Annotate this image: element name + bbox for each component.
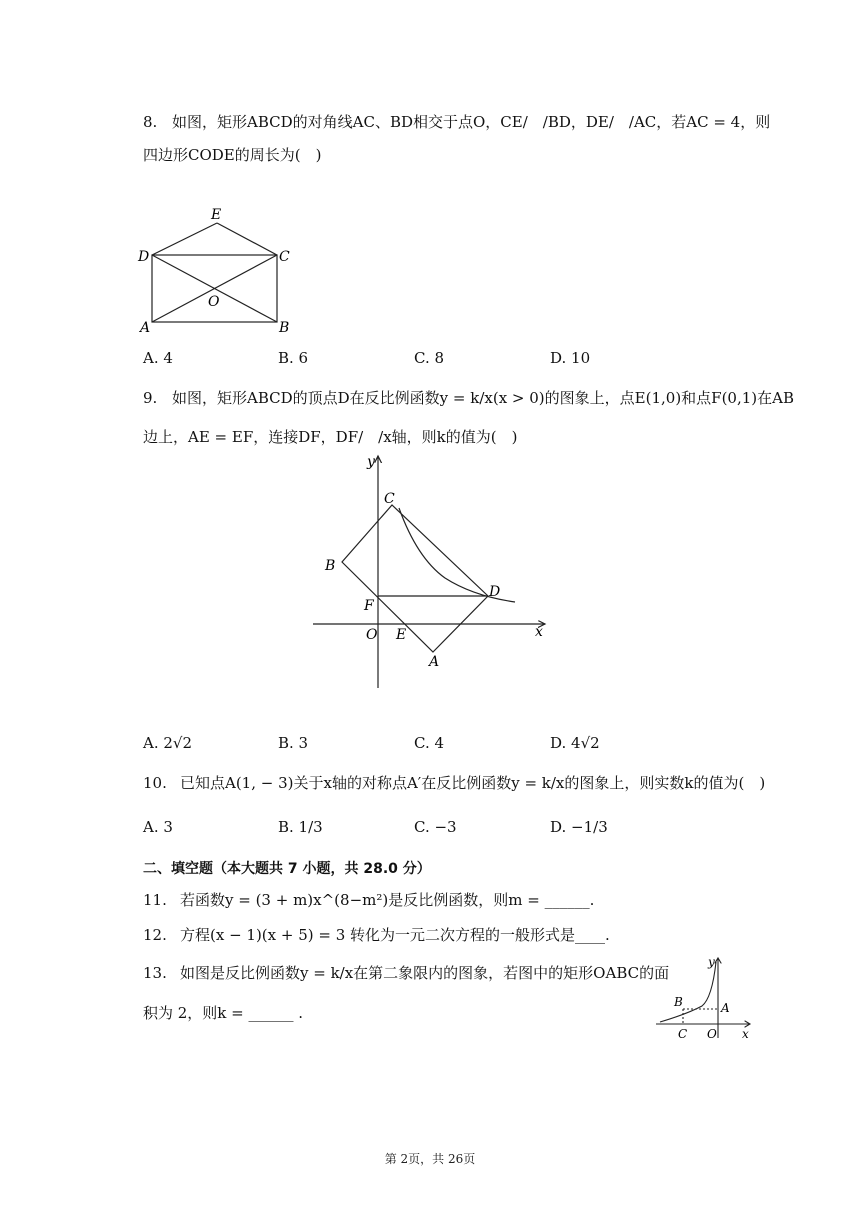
q9-option-b: B. 3 xyxy=(278,734,309,752)
q11-text: 若函数y = (3 + m)x^(8−m²)是反比例函数，则m = ______. xyxy=(180,891,595,909)
q9-label-d: D xyxy=(489,584,501,600)
q9-label-o: O xyxy=(366,627,378,643)
q13-figure xyxy=(652,952,757,1044)
q8-option-d: D. 10 xyxy=(550,349,591,367)
q13-text-line2: 积为 2，则k = ______ . xyxy=(143,1004,304,1022)
q13-curve xyxy=(660,962,716,1022)
q12-number: 12. xyxy=(143,926,167,944)
q9-rectangle-abcd xyxy=(342,505,488,652)
q13-label-a: A xyxy=(721,1001,730,1015)
q13-label-y: y xyxy=(708,955,715,969)
q9-label-f: F xyxy=(364,598,374,614)
q13-text-line1: 如图是反比例函数y = k/x在第二象限内的图象，若图中的矩形OABC的面 xyxy=(180,964,670,982)
q8-label-a: A xyxy=(140,320,151,336)
q8-figure xyxy=(135,203,295,338)
q13-label-x: x xyxy=(742,1027,749,1041)
q9-label-b: B xyxy=(325,558,336,574)
q9-option-c: C. 4 xyxy=(414,734,445,752)
q8-text-line2: 四边形CODE的周长为( ) xyxy=(143,146,322,164)
q9-option-a: A. 2√2 xyxy=(143,734,193,752)
q9-label-c: C xyxy=(384,491,395,507)
q8-label-e: E xyxy=(211,207,222,223)
q13-label-b: B xyxy=(674,995,683,1009)
q10-number: 10. xyxy=(143,774,167,792)
q10-option-c: C. −3 xyxy=(414,818,457,836)
q9-text-line1: 如图，矩形ABCD的顶点D在反比例函数y = k/x(x > 0)的图象上，点E(1,0)和点F(0,1)在AB xyxy=(172,389,794,407)
q9-option-d: D. 4√2 xyxy=(550,734,600,752)
q8-label-c: C xyxy=(279,249,290,265)
q8-label-b: B xyxy=(279,320,290,336)
q8-label-o: O xyxy=(208,294,220,310)
section-fill-in-title: 二、填空题（本大题共 7 小题，共 28.0 分） xyxy=(143,861,431,877)
q8-segment-ce xyxy=(217,223,277,255)
q12-text: 方程(x − 1)(x + 5) = 3 转化为一元二次方程的一般形式是____. xyxy=(180,926,610,944)
q13-label-o: O xyxy=(707,1027,717,1041)
q9-figure xyxy=(305,450,555,692)
q9-text-line2: 边上，AE = EF，连接DF，DF/ /x轴，则k的值为( ) xyxy=(143,428,518,446)
q8-option-a: A. 4 xyxy=(143,349,173,367)
page-footer: 第 2页，共 26页 xyxy=(384,1152,476,1166)
q8-option-c: C. 8 xyxy=(414,349,445,367)
q10-option-a: A. 3 xyxy=(143,818,173,836)
q8-text-line1: 如图，矩形ABCD的对角线AC、BD相交于点O，CE/ /BD，DE/ /AC，若AC = 4，则 xyxy=(172,113,771,131)
q8-label-d: D xyxy=(138,249,150,265)
q13-number: 13. xyxy=(143,964,167,982)
q11-number: 11. xyxy=(143,891,167,909)
q9-label-x: x xyxy=(535,624,543,640)
q9-label-y: y xyxy=(367,454,375,470)
q8-number: 8. xyxy=(143,113,158,131)
q8-segment-de xyxy=(152,223,217,255)
q10-text-line1: 已知点A(1, − 3)关于x轴的对称点A′在反比例函数y = k/x的图象上，则实数k的值为( ) xyxy=(180,774,766,792)
q8-option-b: B. 6 xyxy=(278,349,309,367)
q13-label-c: C xyxy=(678,1027,688,1041)
q9-number: 9. xyxy=(143,389,158,407)
q9-label-e: E xyxy=(396,627,407,643)
q10-option-d: D. −1/3 xyxy=(550,818,608,836)
q9-label-a: A xyxy=(429,654,440,670)
q10-option-b: B. 1/3 xyxy=(278,818,323,836)
